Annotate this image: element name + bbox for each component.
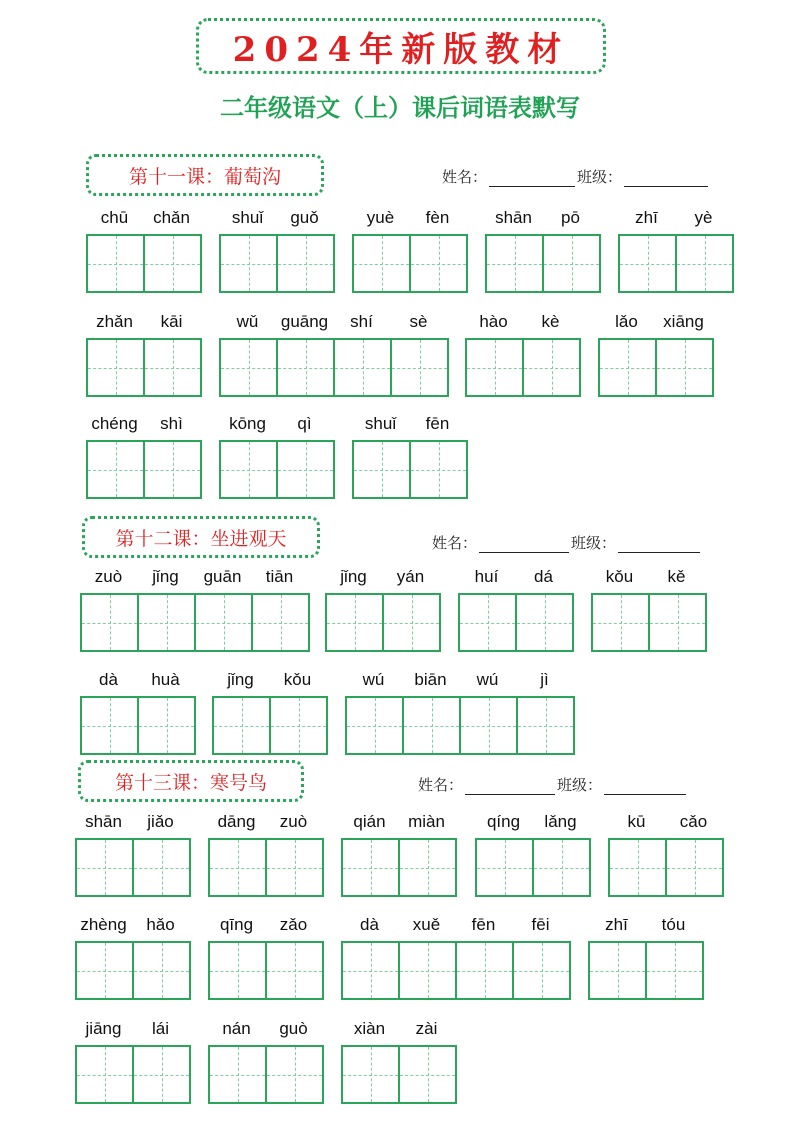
pinyin: nán [222,1019,251,1038]
pinyin: jǐng [152,567,179,586]
name-class-line [442,166,710,187]
pinyin: chǎn [153,208,190,227]
name-label: 姓名： [432,534,478,552]
tianzige-cell[interactable] [544,236,601,291]
main-title-text: 2024年新版教材 [232,29,570,70]
pinyin-row [208,915,324,937]
pinyin: xiàn [353,1019,386,1038]
pinyin: hào [479,312,508,331]
pinyin: jiǎo [147,812,174,831]
pinyin: wǔ [236,312,259,331]
tianzige-cell[interactable] [210,1047,267,1102]
pinyin: guāng [280,312,329,331]
word-group [86,208,202,293]
word-group [608,812,724,897]
pinyin: lǎng [544,812,577,831]
tianzige-boxes [591,593,707,652]
tianzige-cell[interactable] [343,943,400,998]
pinyin: shān [85,812,122,831]
class-blank[interactable] [624,172,708,187]
pinyin-row [75,915,191,937]
tianzige-cell[interactable] [139,698,196,753]
pinyin-row [208,812,324,834]
tianzige-cell[interactable] [139,595,196,650]
tianzige-cell[interactable] [477,840,534,895]
pinyin: zuò [279,812,308,831]
tianzige-cell[interactable] [534,840,591,895]
pinyin: zhèng [80,915,127,934]
word-group [352,208,468,293]
pinyin: cǎo [679,812,708,831]
tianzige-cell[interactable] [400,943,457,998]
pinyin: pō [561,208,580,227]
word-group [86,414,202,499]
name-label: 姓名： [442,168,488,186]
lesson-title: 第十三课：寒号鸟 [114,771,267,794]
lesson-title: 第十一课：葡萄沟 [128,165,281,188]
pinyin: xuě [412,915,441,934]
tianzige-cell[interactable] [145,236,202,291]
tianzige-boxes [458,593,574,652]
name-class-line [418,774,688,795]
pinyin: jǐng [227,670,254,689]
tianzige-cell[interactable] [145,442,202,497]
pinyin-row [80,567,310,589]
tianzige-cell[interactable] [457,943,514,998]
tianzige-cell[interactable] [647,943,704,998]
pinyin-row [352,208,468,230]
tianzige-cell[interactable] [134,1047,191,1102]
tianzige-boxes [208,941,324,1000]
tianzige-cell[interactable] [210,943,267,998]
tianzige-cell[interactable] [271,698,328,753]
pinyin: guò [279,1019,308,1038]
tianzige-cell[interactable] [524,340,581,395]
name-blank[interactable] [465,780,555,795]
word-group [75,1019,191,1104]
pinyin-row [219,208,335,230]
tianzige-cell[interactable] [82,595,139,650]
tianzige-cell[interactable] [88,236,145,291]
tianzige-cell[interactable] [518,698,575,753]
tianzige-boxes [341,941,571,1000]
word-group [219,208,335,293]
pinyin-row [341,915,571,937]
pinyin: lǎo [615,312,638,331]
pinyin: wú [476,670,499,689]
tianzige-boxes [86,338,202,397]
word-group [208,1019,324,1104]
pinyin: shān [495,208,532,227]
name-label: 姓名： [418,776,464,794]
tianzige-cell[interactable] [354,442,411,497]
tianzige-boxes [208,838,324,897]
pinyin: tiān [265,567,294,586]
pinyin: fēn [425,414,450,433]
tianzige-boxes [219,338,449,397]
pinyin-row [75,812,191,834]
pinyin: dāng [217,812,256,831]
tianzige-cell[interactable] [88,442,145,497]
pinyin: kāi [160,312,183,331]
tianzige-cell[interactable] [467,340,524,395]
word-group [80,567,310,652]
word-group [219,414,335,499]
tianzige-boxes [345,696,575,755]
pinyin-row [458,567,574,589]
tianzige-boxes [86,234,202,293]
pinyin-row [86,312,202,334]
tianzige-cell[interactable] [514,943,571,998]
tianzige-cell[interactable] [77,943,134,998]
pinyin: hǎo [146,915,175,934]
tianzige-cell[interactable] [677,236,734,291]
tianzige-boxes [352,234,468,293]
word-group [598,312,714,397]
pinyin: wú [362,670,385,689]
tianzige-cell[interactable] [593,595,650,650]
tianzige-cell[interactable] [392,340,449,395]
pinyin-row [618,208,734,230]
tianzige-cell[interactable] [221,236,278,291]
tianzige-cell[interactable] [411,442,468,497]
word-group [618,208,734,293]
tianzige-boxes [608,838,724,897]
word-group [208,915,324,1000]
pinyin: jǐng [340,567,367,586]
pinyin-row [219,312,449,334]
tianzige-cell[interactable] [88,340,145,395]
pinyin-row [325,567,441,589]
word-group [341,1019,457,1104]
lesson-title: 第十二课：坐进观天 [115,527,287,550]
tianzige-cell[interactable] [253,595,310,650]
tianzige-cell[interactable] [77,1047,134,1102]
pinyin-row [352,414,468,436]
word-group [352,414,468,499]
tianzige-boxes [341,1045,457,1104]
tianzige-cell[interactable] [600,340,657,395]
word-group [588,915,704,1000]
pinyin: dà [360,915,379,934]
tianzige-cell[interactable] [347,698,404,753]
pinyin: guān [203,567,242,586]
tianzige-cell[interactable] [650,595,707,650]
word-group [75,915,191,1000]
tianzige-boxes [485,234,601,293]
pinyin: lái [151,1019,169,1038]
tianzige-boxes [80,696,196,755]
pinyin: shí [350,312,373,331]
pinyin: qīng [219,915,254,934]
pinyin: yán [396,567,425,586]
tianzige-cell[interactable] [77,840,134,895]
pinyin: kě [667,567,686,586]
word-group [485,208,601,293]
pinyin-row [608,812,724,834]
tianzige-cell[interactable] [487,236,544,291]
tianzige-boxes [208,1045,324,1104]
tianzige-boxes [475,838,591,897]
tianzige-cell[interactable] [590,943,647,998]
pinyin: kǒu [283,670,312,689]
pinyin: kè [541,312,560,331]
tianzige-cell[interactable] [460,595,517,650]
pinyin: qián [353,812,386,831]
tianzige-cell[interactable] [343,1047,400,1102]
word-group [341,915,571,1000]
class-label: 班级： [571,534,617,552]
tianzige-boxes [219,234,335,293]
tianzige-cell[interactable] [411,236,468,291]
pinyin-row [588,915,704,937]
tianzige-cell[interactable] [196,595,253,650]
pinyin: zǎo [279,915,308,934]
tianzige-cell[interactable] [210,840,267,895]
tianzige-boxes [75,1045,191,1104]
pinyin: miàn [408,812,445,831]
pinyin: qì [297,414,312,433]
class-label: 班级： [577,168,623,186]
lesson-title-box [78,760,304,802]
tianzige-cell[interactable] [278,340,335,395]
tianzige-cell[interactable] [267,840,324,895]
pinyin: kǒu [605,567,634,586]
pinyin: shì [160,414,183,433]
tianzige-boxes [219,440,335,499]
tianzige-boxes [618,234,734,293]
pinyin: chū [100,208,129,227]
word-group [475,812,591,897]
word-group [219,312,449,397]
name-class-line [432,532,702,553]
tianzige-boxes [325,593,441,652]
tianzige-cell[interactable] [667,840,724,895]
class-label: 班级： [557,776,603,794]
pinyin-row [475,812,591,834]
tianzige-boxes [212,696,328,755]
tianzige-cell[interactable] [610,840,667,895]
pinyin: fèn [425,208,450,227]
pinyin: dà [99,670,118,689]
pinyin: zài [415,1019,438,1038]
tianzige-boxes [80,593,310,652]
pinyin: yè [694,208,713,227]
tianzige-cell[interactable] [145,340,202,395]
pinyin: huà [151,670,180,689]
word-group [345,670,575,755]
pinyin: biān [414,670,447,689]
tianzige-boxes [465,338,581,397]
pinyin-row [591,567,707,589]
name-blank[interactable] [489,172,575,187]
pinyin: yuè [366,208,395,227]
lesson-title-box [82,516,320,558]
pinyin: zhǎn [96,312,133,331]
tianzige-boxes [75,838,191,897]
tianzige-cell[interactable] [461,698,518,753]
pinyin-row [465,312,581,334]
tianzige-cell[interactable] [134,943,191,998]
pinyin-row [80,670,196,692]
tianzige-cell[interactable] [335,340,392,395]
word-group [208,812,324,897]
tianzige-cell[interactable] [657,340,714,395]
subtitle: 二年级语文（上）课后词语表默写 [220,94,580,122]
class-blank[interactable] [618,538,700,553]
tianzige-cell[interactable] [267,943,324,998]
word-group [465,312,581,397]
main-title [196,18,606,74]
tianzige-cell[interactable] [400,1047,457,1102]
lesson-title-box [86,154,324,196]
tianzige-boxes [341,838,457,897]
pinyin: kōng [229,414,266,433]
pinyin-row [208,1019,324,1041]
tianzige-cell[interactable] [404,698,461,753]
tianzige-cell[interactable] [517,595,574,650]
class-blank[interactable] [604,780,686,795]
pinyin-row [345,670,575,692]
tianzige-cell[interactable] [400,840,457,895]
pinyin-row [598,312,714,334]
pinyin: zuò [94,567,123,586]
pinyin: zhī [605,915,628,934]
pinyin-row [485,208,601,230]
tianzige-cell[interactable] [134,840,191,895]
pinyin: dá [534,567,553,586]
pinyin: zhī [635,208,658,227]
tianzige-boxes [588,941,704,1000]
tianzige-boxes [352,440,468,499]
word-group [325,567,441,652]
pinyin: fēn [471,915,496,934]
tianzige-cell[interactable] [82,698,139,753]
pinyin-row [341,812,457,834]
pinyin: tóu [661,915,686,934]
pinyin: guǒ [290,208,319,227]
pinyin-row [341,1019,457,1041]
pinyin: xiāng [663,312,704,331]
pinyin: qíng [486,812,521,831]
tianzige-cell[interactable] [278,236,335,291]
tianzige-cell[interactable] [343,840,400,895]
tianzige-boxes [86,440,202,499]
word-group [80,670,196,755]
tianzige-cell[interactable] [267,1047,324,1102]
word-group [591,567,707,652]
tianzige-boxes [75,941,191,1000]
pinyin: chéng [91,414,138,433]
tianzige-cell[interactable] [214,698,271,753]
pinyin-row [86,414,202,436]
tianzige-cell[interactable] [221,442,278,497]
tianzige-cell[interactable] [354,236,411,291]
tianzige-cell[interactable] [327,595,384,650]
word-group [341,812,457,897]
tianzige-cell[interactable] [221,340,278,395]
tianzige-cell[interactable] [278,442,335,497]
pinyin: sè [409,312,428,331]
word-group [75,812,191,897]
pinyin: fēi [531,915,550,934]
name-blank[interactable] [479,538,569,553]
pinyin-row [75,1019,191,1041]
word-group [212,670,328,755]
pinyin: kū [627,812,646,831]
pinyin-row [86,208,202,230]
pinyin-row [219,414,335,436]
pinyin: huí [474,567,499,586]
pinyin: shuǐ [231,208,264,227]
word-group [458,567,574,652]
tianzige-cell[interactable] [620,236,677,291]
pinyin: jì [540,670,549,689]
word-group [86,312,202,397]
tianzige-cell[interactable] [384,595,441,650]
pinyin: shuǐ [364,414,397,433]
pinyin: jiāng [85,1019,122,1038]
tianzige-boxes [598,338,714,397]
pinyin-row [212,670,328,692]
